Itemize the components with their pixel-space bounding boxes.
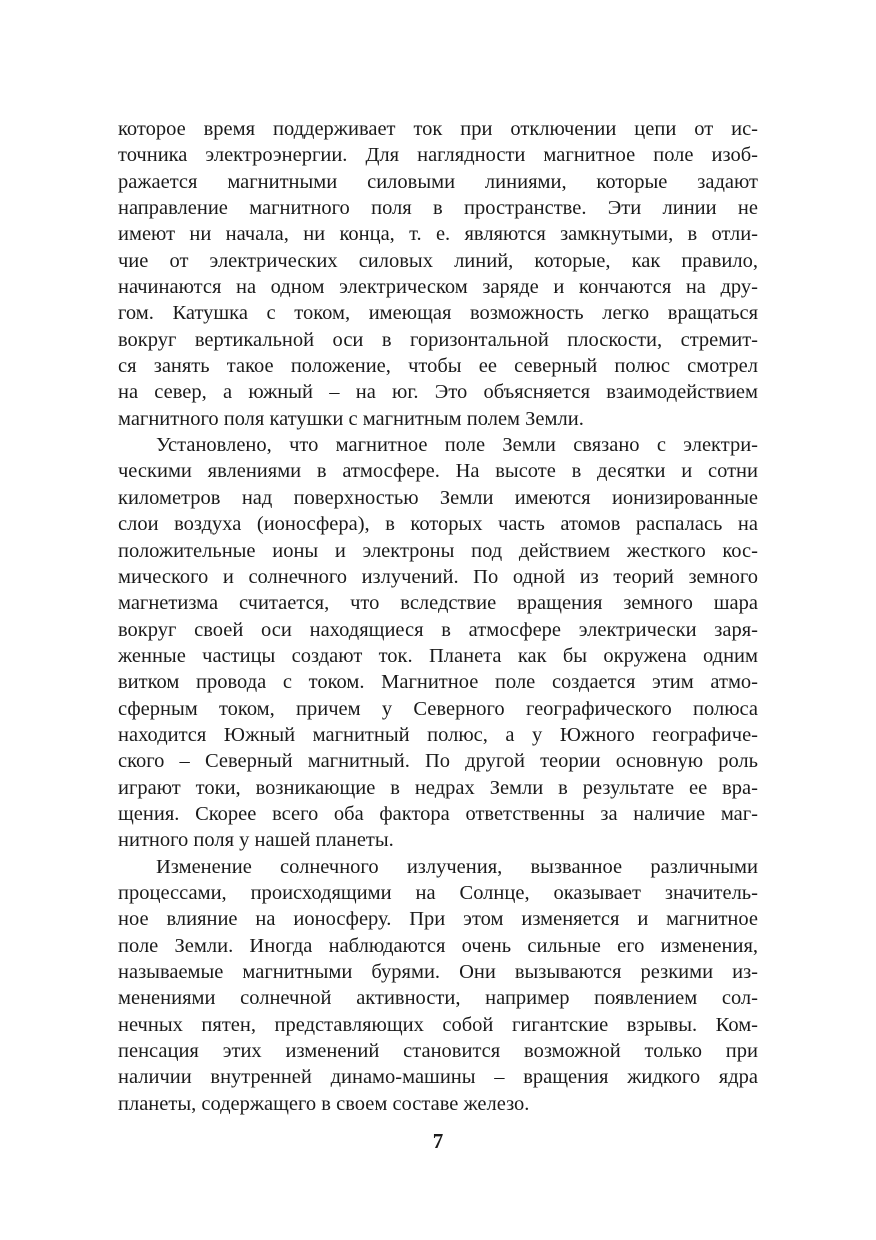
text-line: ражается магнитными силовыми линиями, которые задают (118, 170, 758, 193)
text-line: Установлено, что магнитное поле Земли связано с электри- (156, 434, 758, 457)
text-line: женные частицы создают ток. Планета как бы окружена одним (118, 644, 758, 667)
text-line: чие от электрических силовых линий, которые, как правило, (118, 249, 758, 272)
text-line: магнитного поля катушки с магнитным полем Земли. (118, 407, 584, 430)
text-line: витком провода с током. Магнитное поле создается этим атмо- (118, 671, 758, 694)
paragraph-3 (118, 854, 758, 1117)
text-line: ческими явлениями в атмосфере. На высоте в десятки и сотни (118, 460, 758, 483)
page-body (118, 116, 758, 1117)
text-line: слои воздуха (ионосфера), в которых часть атомов распалась на (118, 513, 758, 536)
text-line: менениями солнечной активности, например появлением сол- (118, 987, 758, 1010)
text-line: наличии внутренней динамо-машины – вращения жидкого ядра (118, 1066, 758, 1089)
text-line: вокруг вертикальной оси в горизонтальной плоскости, стремит- (118, 328, 758, 351)
text-line: положительные ионы и электроны под действием жесткого кос- (118, 539, 758, 562)
paragraph-1 (118, 116, 758, 432)
text-line: планеты, содержащего в своем составе железо. (118, 1092, 530, 1115)
text-line: направление магнитного поля в пространстве. Эти линии не (118, 197, 758, 220)
text-line: Изменение солнечного излучения, вызванное различными (156, 855, 758, 878)
text-line: которое время поддерживает ток при отключении цепи от ис- (118, 118, 758, 140)
text-line: сферным током, причем у Северного географического полюса (118, 697, 758, 720)
text-line: магнетизма считается, что вследствие вращения земного шара (118, 592, 758, 615)
text-line: вокруг своей оси находящиеся в атмосфере электрически заря- (118, 618, 758, 641)
text-line: называемые магнитными бурями. Они вызываются резкими из- (118, 961, 758, 983)
text-line: процессами, происходящими на Солнце, оказывает значитель- (118, 881, 758, 904)
text-line: на север, а южный – на юг. Это объясняется взаимодействием (118, 381, 758, 404)
text-line: ся занять такое положение, чтобы ее северный полюс смотрел (118, 355, 758, 378)
text-line: пенсация этих изменений становится возможной только при (118, 1040, 758, 1063)
text-line: километров над поверхностью Земли имеются ионизированные (118, 486, 758, 509)
text-line: нитного поля у нашей планеты. (118, 829, 394, 852)
text-line: начинаются на одном электрическом заряде и кончаются на дру- (118, 276, 758, 299)
paragraph-2 (118, 432, 758, 854)
text-line: ского – Северный магнитный. По другой теории основную роль (118, 750, 758, 773)
text-line: щения. Скорее всего оба фактора ответственны за наличие маг- (118, 802, 758, 825)
text-line: находится Южный магнитный полюс, а у Южного географиче- (118, 723, 758, 746)
text-line: поле Земли. Иногда наблюдаются очень сильные его изменения, (118, 934, 758, 957)
text-line: точника электроэнергии. Для наглядности магнитное поле изоб- (118, 144, 758, 167)
text-line: мического и солнечного излучений. По одной из теорий земного (118, 565, 758, 588)
text-line: играют токи, возникающие в недрах Земли в результате ее вра- (118, 776, 758, 799)
text-line: ное влияние на ионосферу. При этом изменяется и магнитное (118, 908, 758, 931)
text-line: гом. Катушка с током, имеющая возможность легко вращаться (118, 302, 758, 325)
text-line: имеют ни начала, ни конца, т. е. являются замкнутыми, в отли- (118, 223, 758, 246)
text-line: нечных пятен, представляющих собой гигантские взрывы. Ком- (118, 1013, 758, 1036)
page-number: 7 (432, 1129, 444, 1153)
